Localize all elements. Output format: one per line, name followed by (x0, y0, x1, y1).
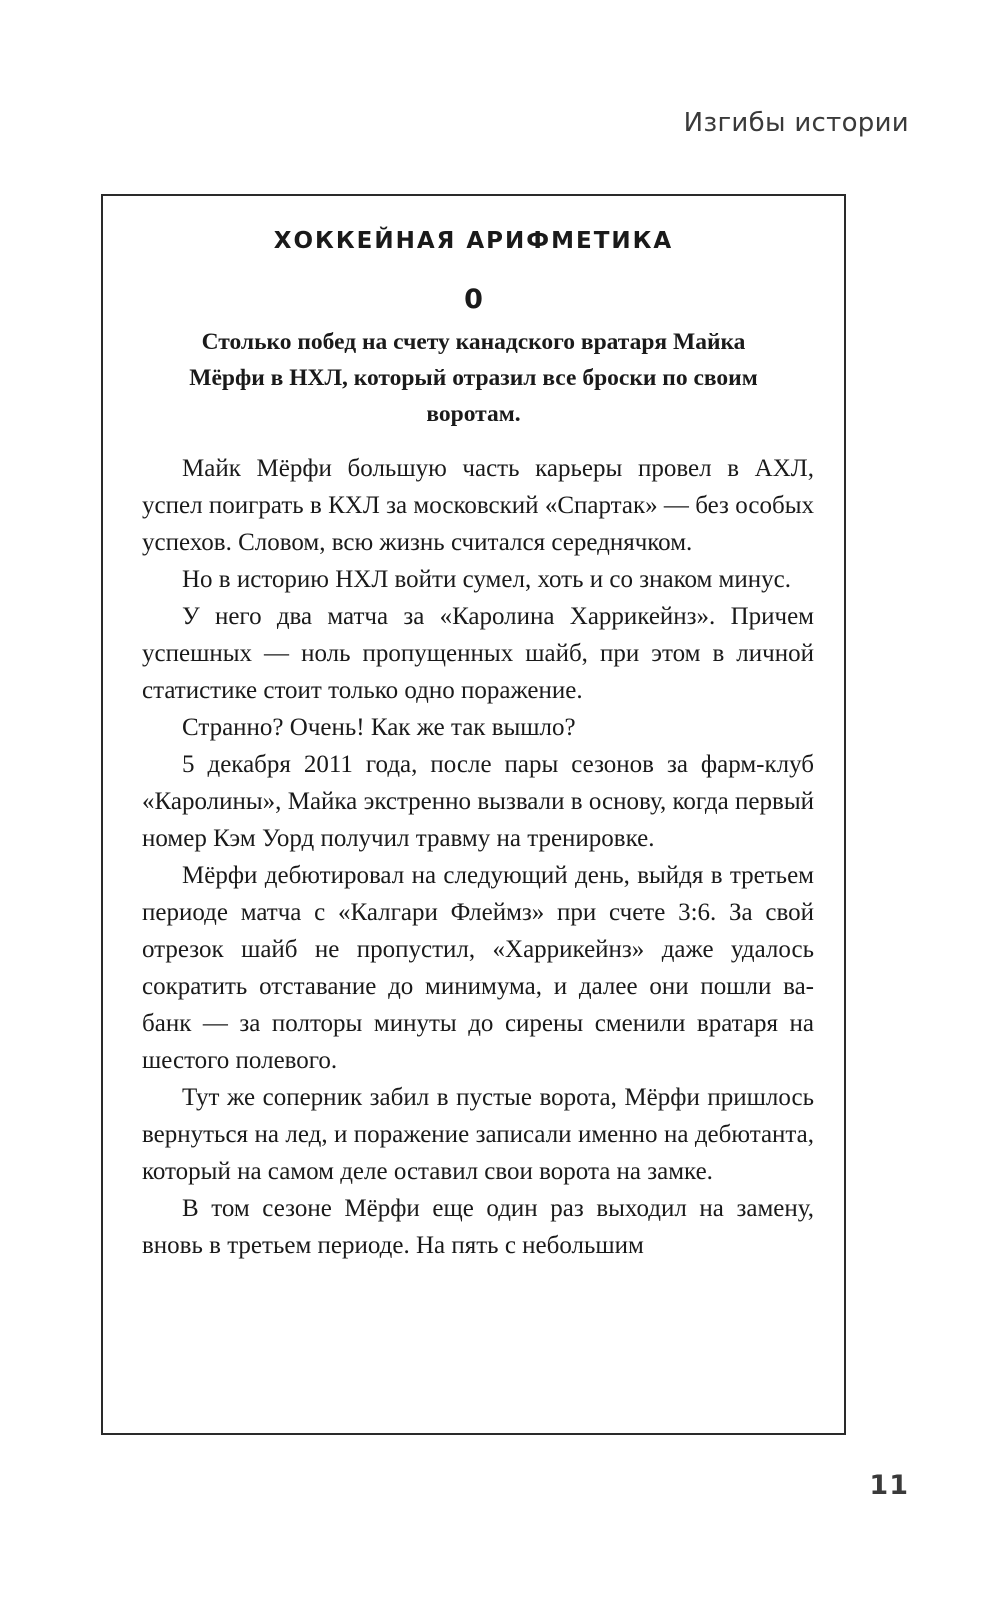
paragraph: В том сезоне Мёрфи еще один раз выходил на замену, вновь в третьем периоде. На пять с небольшим (142, 1195, 814, 1259)
body-text (142, 450, 814, 1264)
paragraph: У него два матча за «Каролина Харрикейнз». Причем успешных — ноль пропущенных шайб, при этом в личной статистике стоит только одно поражение. (142, 603, 814, 704)
paragraph: Странно? Очень! Как же так вышло? (182, 714, 576, 741)
paragraph: 5 декабря 2011 года, после пары сезонов за фарм-клуб «Каролины», Майка экстренно вызвали в основу, когда первый номер Кэм Уорд получил травму на тренировке. (142, 751, 814, 852)
lede-text: Столько побед на счету канадского вратаря Майка Мёрфи в НХЛ, который отразил все броски по своим воротам. (189, 329, 758, 427)
paragraph: Но в историю НХЛ войти сумел, хоть и со знаком минус. (182, 566, 791, 593)
highlight-number: 0 (464, 284, 483, 315)
running-head: Изгибы истории (683, 108, 909, 138)
paragraph: Майк Мёрфи большую часть карьеры провел в АХЛ, успел поиграть в КХЛ за московский «Спартак» — без особых успехов. Словом, всю жизнь считался середнячком. (142, 455, 814, 556)
paragraph: Мёрфи дебютировал на следующий день, выйдя в третьем периоде матча с «Калгари Флеймз» при счете 3:6. За свой отрезок шайб не пропустил, «Харрикейнз» даже удалось сократить отставание до минимума, и далее они пошли ва-банк — за полторы минуты до сирены сменили вратаря на шестого полевого. (142, 862, 814, 1074)
paragraph: Тут же соперник забил в пустые ворота, Мёрфи пришлось вернуться на лед, и поражение записали именно на дебютанта, который на самом деле оставил свои ворота на замке. (142, 1084, 814, 1185)
page-number: 11 (869, 1470, 909, 1501)
box-title: ХОККЕЙНАЯ АРИФМЕТИКА (273, 228, 674, 254)
sidebar-box (101, 194, 846, 1435)
